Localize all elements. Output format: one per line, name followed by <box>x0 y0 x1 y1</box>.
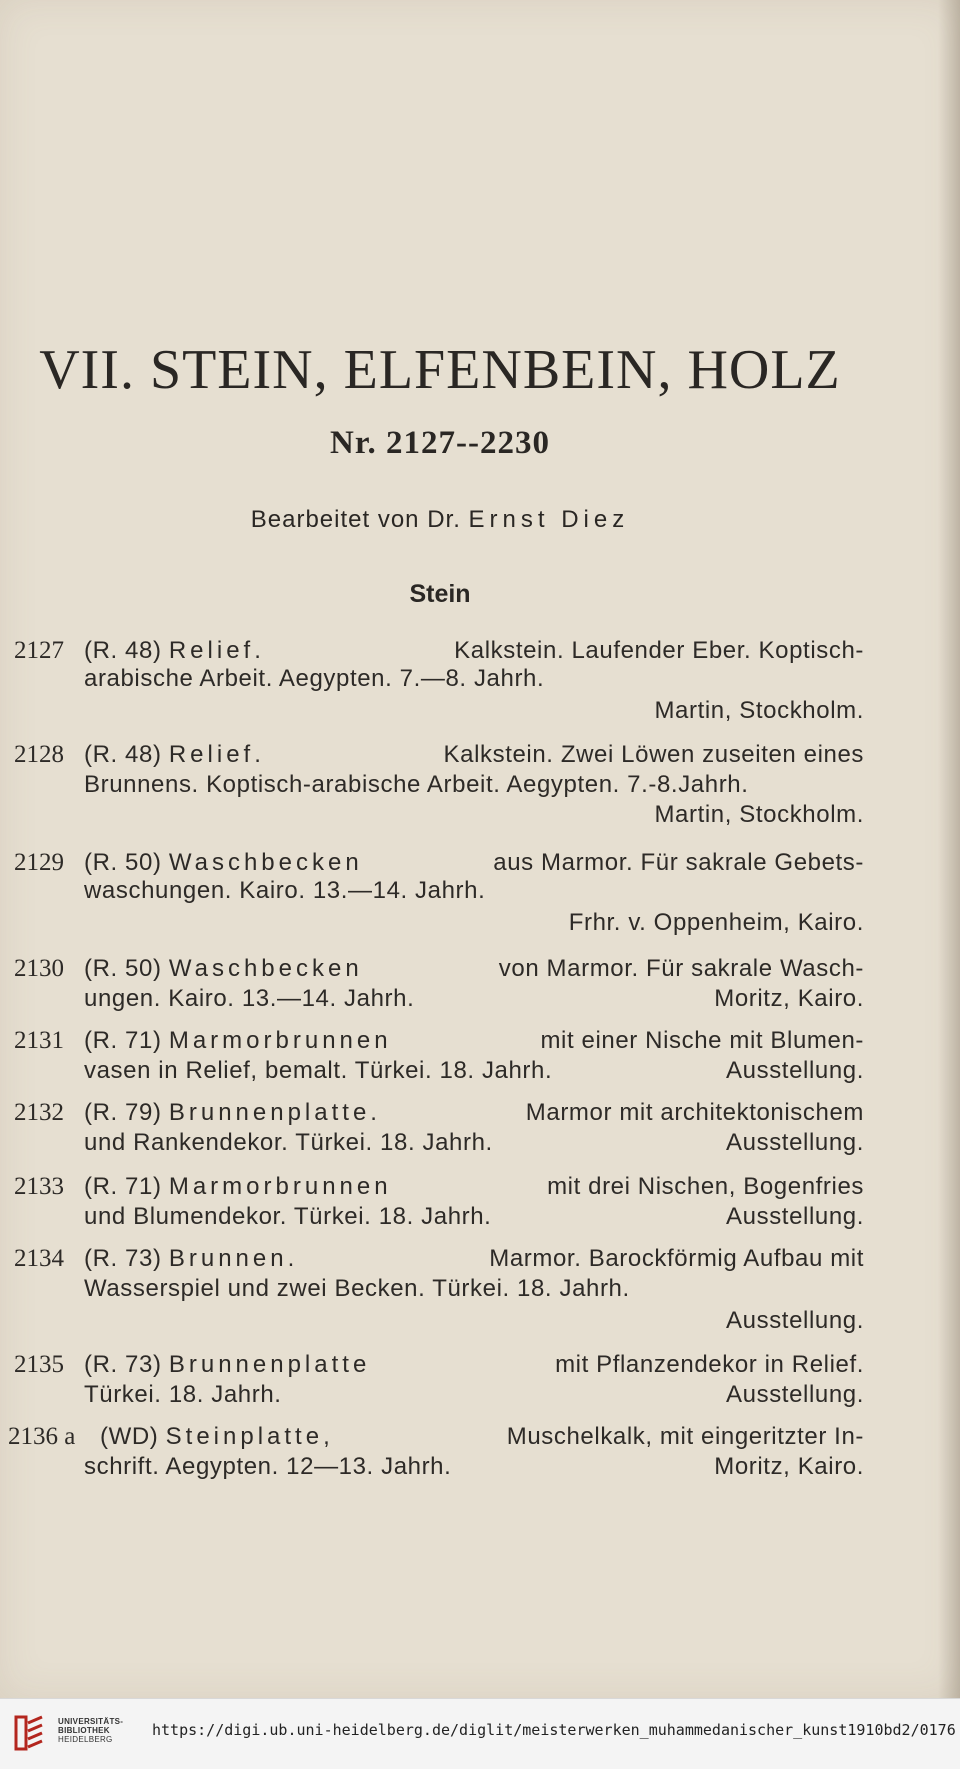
logo-text <box>58 1717 123 1744</box>
entry-owner: Ausstellung. <box>726 1381 864 1408</box>
catalog-entry <box>14 1172 864 1234</box>
entry-line-1 <box>84 1350 864 1380</box>
catalog-entry <box>14 1350 864 1412</box>
entry-text: von Marmor. Für sakrale Wasch- <box>498 955 864 982</box>
room-ref: (R. 48) <box>84 741 162 768</box>
entry-line-2: Wasserspiel und zwei Becken. Türkei. 18. Jahrh. <box>84 1275 630 1302</box>
logo-line-2: BIBLIOTHEK <box>58 1726 110 1735</box>
entry-text: Kalkstein. Zwei Löwen zuseiten eines <box>443 741 864 768</box>
entry-number: 2132 <box>14 1099 64 1126</box>
room-ref: (WD) <box>100 1423 159 1450</box>
entry-number: 2135 <box>14 1351 64 1378</box>
entry-number: 2130 <box>14 955 64 982</box>
entry-line-2 <box>84 1452 864 1482</box>
entry-line-1 <box>84 954 864 984</box>
object-name: Relief. <box>168 741 265 768</box>
entry-text: und Blumendekor. Türkei. 18. Jahrh. <box>84 1203 492 1230</box>
entry-text: schrift. Aegypten. 12—13. Jahrh. <box>84 1453 452 1480</box>
entry-number: 2131 <box>14 1027 64 1054</box>
room-ref: (R. 50) <box>84 849 162 876</box>
room-ref: (R. 73) <box>84 1351 162 1378</box>
entry-owner: Moritz, Kairo. <box>714 1453 864 1480</box>
page-edge-shadow <box>938 0 960 1698</box>
entry-line-2 <box>84 1056 864 1086</box>
entry-line-1 <box>84 636 864 666</box>
ub-heidelberg-logo-icon[interactable] <box>12 1713 46 1753</box>
entry-number: 2136 a <box>8 1423 76 1450</box>
entry-text: Marmor. Barockförmig Aufbau mit <box>489 1245 864 1272</box>
entry-line-1 <box>84 1098 864 1128</box>
entry-number: 2129 <box>14 849 64 876</box>
entry-text: und Rankendekor. Türkei. 18. Jahrh. <box>84 1129 493 1156</box>
entry-text: vasen in Relief, bemalt. Türkei. 18. Jahrh. <box>84 1057 553 1084</box>
entry-line-1 <box>84 1244 864 1274</box>
entry-owner: Ausstellung. <box>726 1203 864 1230</box>
room-ref: (R. 48) <box>84 637 162 664</box>
catalog-entry <box>14 740 864 830</box>
object-name: Marmorbrunnen <box>168 1027 392 1054</box>
entry-text: Kalkstein. Laufender Eber. Koptisch- <box>454 637 864 664</box>
logo-line-3: HEIDELBERG <box>58 1735 113 1744</box>
room-ref: (R. 50) <box>84 955 162 982</box>
chapter-title: VII. STEIN, ELFENBEIN, HOLZ <box>39 339 841 401</box>
entry-owner: Ausstellung. <box>726 1057 864 1084</box>
entry-owner: Ausstellung. <box>726 1129 864 1156</box>
entry-owner: Frhr. v. Oppenheim, Kairo. <box>568 909 864 936</box>
entry-line-2 <box>84 1128 864 1158</box>
entry-number: 2133 <box>14 1173 64 1200</box>
entry-line-1 <box>84 848 864 878</box>
entry-number: 2127 <box>14 637 64 664</box>
number-range: Nr. 2127--2230 <box>330 425 550 461</box>
object-name: Waschbecken <box>168 955 363 982</box>
entry-line-2: arabische Arbeit. Aegypten. 7.—8. Jahrh. <box>84 665 545 692</box>
viewer-footer <box>0 1698 960 1769</box>
entry-owner: Ausstellung. <box>726 1307 864 1334</box>
entry-text: Marmor mit architektonischem <box>525 1099 864 1126</box>
catalog-entry <box>14 848 864 938</box>
entry-owner: Martin, Stockholm. <box>654 801 864 828</box>
object-name: Waschbecken <box>168 849 363 876</box>
object-name: Brunnenplatte <box>168 1351 371 1378</box>
entry-text: mit einer Nische mit Blumen- <box>540 1027 864 1054</box>
catalog-entry <box>8 1422 864 1484</box>
entry-number: 2128 <box>14 741 64 768</box>
room-ref: (R. 79) <box>84 1099 162 1126</box>
object-name: Brunnen. <box>168 1245 299 1272</box>
entry-line-2: waschungen. Kairo. 13.—14. Jahrh. <box>84 877 486 904</box>
object-name: Relief. <box>168 637 265 664</box>
editor-name: Ernst Diez <box>468 506 630 533</box>
entry-text: mit Pflanzendekor in Relief. <box>555 1351 864 1378</box>
entry-text: Muschelkalk, mit eingeritzter In- <box>506 1423 864 1450</box>
entry-line-2 <box>84 1202 864 1232</box>
object-name: Brunnenplatte. <box>168 1099 381 1126</box>
catalog-entry <box>14 954 864 1016</box>
entry-line-1 <box>84 740 864 770</box>
section-heading: Stein <box>409 580 471 608</box>
entry-line-2 <box>84 984 864 1014</box>
editor-line <box>0 506 880 534</box>
entry-text: mit drei Nischen, Bogenfries <box>547 1173 864 1200</box>
entry-text: aus Marmor. Für sakrale Gebets- <box>493 849 864 876</box>
catalog-entry <box>14 1026 864 1088</box>
object-name: Steinplatte, <box>165 1423 334 1450</box>
entry-text: ungen. Kairo. 13.—14. Jahrh. <box>84 985 415 1012</box>
logo-line-1: UNIVERSITÄTS- <box>58 1717 124 1726</box>
room-ref: (R. 71) <box>84 1173 162 1200</box>
object-name: Marmorbrunnen <box>168 1173 392 1200</box>
catalog-entry <box>14 1244 864 1336</box>
entry-owner: Moritz, Kairo. <box>714 985 864 1012</box>
entry-text: Türkei. 18. Jahrh. <box>84 1381 282 1408</box>
entry-line-1 <box>84 1172 864 1202</box>
entry-line-1 <box>84 1026 864 1056</box>
editor-prefix: Bearbeitet von Dr. <box>250 506 461 533</box>
room-ref: (R. 73) <box>84 1245 162 1272</box>
entry-line-2 <box>84 1380 864 1410</box>
entry-number: 2134 <box>14 1245 64 1272</box>
permalink-url[interactable]: https://digi.ub.uni-heidelberg.de/diglit/meisterwerken_muhammedanischer_kunst1910bd2/0176 <box>152 1721 956 1739</box>
entry-line-2: Brunnens. Koptisch-arabische Arbeit. Aegypten. 7.-8.Jahrh. <box>84 771 749 798</box>
catalog-entry <box>14 636 864 726</box>
catalog-entry <box>14 1098 864 1160</box>
room-ref: (R. 71) <box>84 1027 162 1054</box>
entry-line-1 <box>100 1422 864 1452</box>
entry-owner: Martin, Stockholm. <box>654 697 864 724</box>
